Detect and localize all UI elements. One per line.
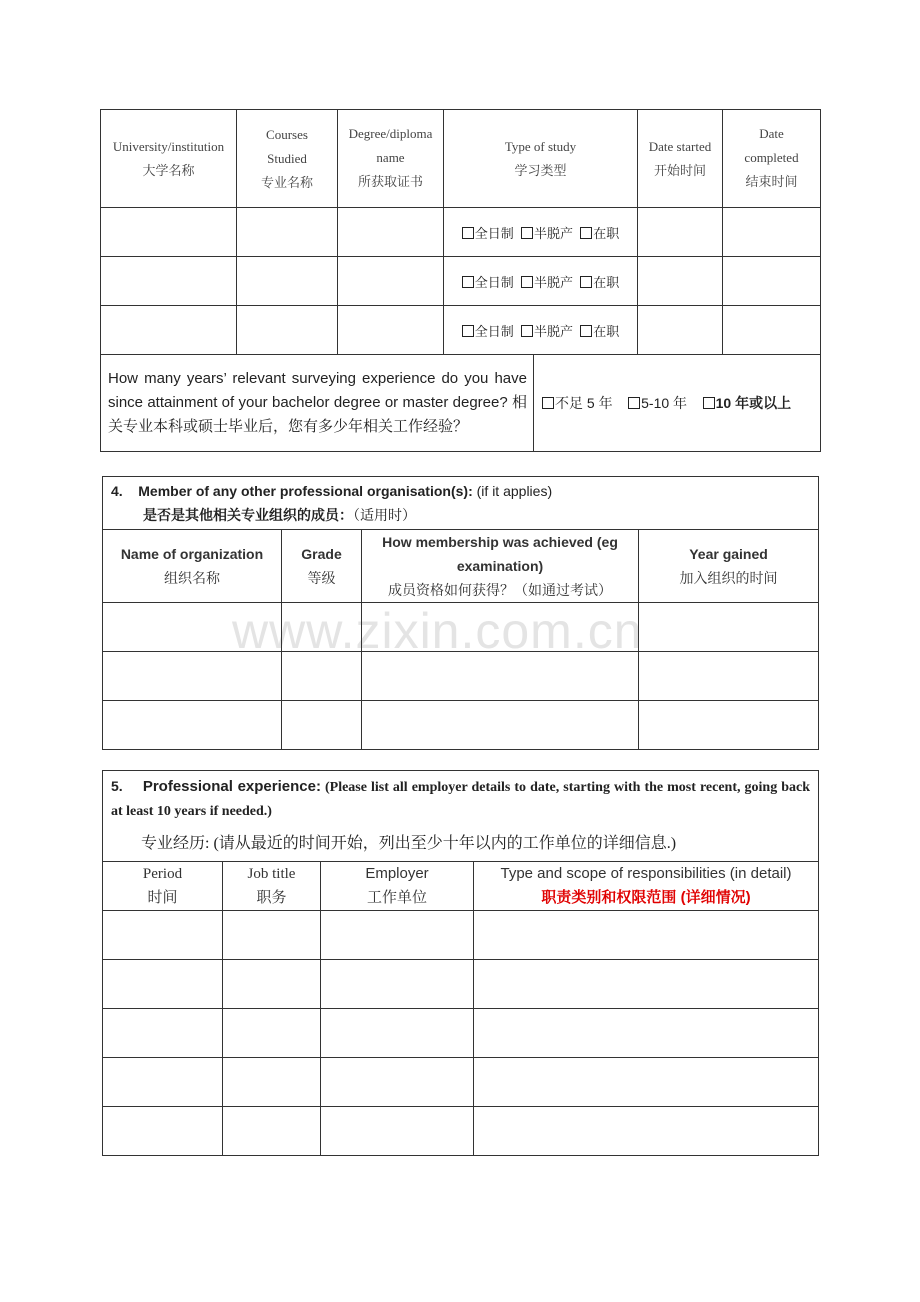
experience-question: How many years’ relevant surveying experience do you have since attainment of your bachelor degree or master degree? 相关专业本科或硕士毕业后，您有多少年相关工作经验？ xyxy=(101,355,534,452)
input-cell[interactable] xyxy=(237,208,338,257)
header-year-gained: Year gained 加入组织的时间 xyxy=(639,530,819,603)
experience-options xyxy=(534,355,821,452)
section-5-heading xyxy=(103,771,819,862)
input-cell[interactable] xyxy=(638,257,723,306)
header-date-completed: Date completed 结束时间 xyxy=(723,110,821,208)
input-cell[interactable] xyxy=(103,652,282,701)
checkbox-parttime[interactable]: 半脱产 xyxy=(521,275,573,290)
checkbox-fulltime[interactable]: 全日制 xyxy=(462,324,514,339)
input-cell[interactable] xyxy=(338,257,444,306)
header-job-title: Job title 职务 xyxy=(223,862,321,911)
checkbox-icon xyxy=(462,325,474,337)
header-grade: Grade 等级 xyxy=(282,530,362,603)
input-cell[interactable] xyxy=(362,652,639,701)
input-cell[interactable] xyxy=(103,1058,223,1107)
watermark: www.zixin.com.cn xyxy=(232,603,643,659)
input-cell[interactable] xyxy=(282,701,362,750)
membership-table xyxy=(102,476,819,750)
checkbox-fulltime[interactable]: 全日制 xyxy=(462,226,514,241)
input-cell[interactable] xyxy=(101,257,237,306)
header-responsibilities: Type and scope of responsibilities (in detail) 职责类别和权限范围 (详细情况) xyxy=(474,862,819,911)
checkbox-icon xyxy=(521,227,533,239)
section-title: Professional experience: xyxy=(142,778,321,795)
checkbox-icon xyxy=(521,276,533,288)
membership-row xyxy=(103,652,819,701)
input-cell[interactable] xyxy=(474,1058,819,1107)
input-cell[interactable] xyxy=(474,1107,819,1156)
section-note: (Please list all employer details to date, starting with the most recent, going back at least 10 years if needed.) xyxy=(111,780,811,819)
checkbox-icon xyxy=(521,325,533,337)
checkbox-icon xyxy=(580,325,592,337)
section-4-heading xyxy=(103,477,819,530)
checkbox-onjob[interactable]: 在职 xyxy=(580,275,619,290)
input-cell[interactable] xyxy=(282,603,362,652)
section-title-zh: 是否是其他相关专业组织的成员： xyxy=(143,507,353,523)
input-cell[interactable] xyxy=(321,911,474,960)
input-cell[interactable] xyxy=(638,306,723,355)
input-cell[interactable] xyxy=(474,1009,819,1058)
header-employer: Employer 工作单位 xyxy=(321,862,474,911)
input-cell[interactable] xyxy=(103,603,282,652)
study-type-options xyxy=(444,306,638,355)
input-cell[interactable] xyxy=(103,701,282,750)
input-cell[interactable] xyxy=(237,306,338,355)
section-title-zh: 专业经历: (请从最近的时间开始，列出至少十年以内的工作单位的详细信息.) xyxy=(141,835,677,852)
checkbox-icon xyxy=(542,397,554,409)
input-cell[interactable] xyxy=(474,911,819,960)
input-cell[interactable] xyxy=(103,1009,223,1058)
membership-row xyxy=(103,701,819,750)
header-org-name: Name of organization 组织名称 xyxy=(103,530,282,603)
header-university: University/institution 大学名称 xyxy=(101,110,237,208)
input-cell[interactable] xyxy=(723,306,821,355)
section-number: 4. xyxy=(111,483,123,499)
input-cell[interactable] xyxy=(338,208,444,257)
employment-row xyxy=(103,960,819,1009)
input-cell[interactable] xyxy=(237,257,338,306)
education-row xyxy=(101,257,821,306)
checkbox-parttime[interactable]: 半脱产 xyxy=(521,324,573,339)
header-degree: Degree/diploma name 所获取证书 xyxy=(338,110,444,208)
section-note: (if it applies) xyxy=(472,483,553,499)
section-note-zh: （适用时） xyxy=(353,507,416,523)
input-cell[interactable] xyxy=(723,257,821,306)
input-cell[interactable] xyxy=(223,960,321,1009)
study-type-options xyxy=(444,257,638,306)
input-cell[interactable] xyxy=(223,911,321,960)
experience-row xyxy=(101,355,821,452)
option-10-plus[interactable]: 10 年或以上 xyxy=(703,395,791,411)
input-cell[interactable] xyxy=(638,208,723,257)
option-5-10[interactable]: 5-10 年 xyxy=(628,395,687,411)
checkbox-fulltime[interactable]: 全日制 xyxy=(462,275,514,290)
input-cell[interactable] xyxy=(321,1107,474,1156)
checkbox-icon xyxy=(628,397,640,409)
checkbox-icon xyxy=(462,227,474,239)
input-cell[interactable] xyxy=(321,1009,474,1058)
input-cell[interactable] xyxy=(103,1107,223,1156)
checkbox-icon xyxy=(580,276,592,288)
section-title: Member of any other professional organisation(s): xyxy=(138,483,473,499)
header-courses: Courses Studied 专业名称 xyxy=(237,110,338,208)
input-cell[interactable] xyxy=(639,701,819,750)
input-cell[interactable] xyxy=(223,1058,321,1107)
input-cell[interactable] xyxy=(321,960,474,1009)
input-cell[interactable] xyxy=(723,208,821,257)
input-cell[interactable] xyxy=(103,911,223,960)
input-cell[interactable] xyxy=(223,1107,321,1156)
checkbox-parttime[interactable]: 半脱产 xyxy=(521,226,573,241)
input-cell[interactable] xyxy=(639,603,819,652)
header-how-achieved: How membership was achieved (eg examination) 成员资格如何获得？（如通过考试） xyxy=(362,530,639,603)
education-row xyxy=(101,208,821,257)
education-row xyxy=(101,306,821,355)
checkbox-onjob[interactable]: 在职 xyxy=(580,226,619,241)
header-period: Period 时间 xyxy=(103,862,223,911)
input-cell[interactable] xyxy=(103,960,223,1009)
input-cell[interactable] xyxy=(282,652,362,701)
experience-table xyxy=(102,770,819,1156)
checkbox-onjob[interactable]: 在职 xyxy=(580,324,619,339)
employment-row xyxy=(103,1107,819,1156)
input-cell[interactable] xyxy=(474,960,819,1009)
checkbox-icon xyxy=(703,397,715,409)
study-type-options xyxy=(444,208,638,257)
option-under-5[interactable]: 不足 5 年 xyxy=(542,395,613,411)
checkbox-icon xyxy=(580,227,592,239)
employment-row xyxy=(103,911,819,960)
input-cell[interactable] xyxy=(223,1009,321,1058)
input-cell[interactable] xyxy=(362,701,639,750)
education-table xyxy=(100,109,821,452)
checkbox-icon xyxy=(462,276,474,288)
input-cell[interactable] xyxy=(639,652,819,701)
employment-row xyxy=(103,1058,819,1107)
input-cell[interactable] xyxy=(101,306,237,355)
input-cell[interactable] xyxy=(338,306,444,355)
header-date-started: Date started 开始时间 xyxy=(638,110,723,208)
input-cell[interactable] xyxy=(101,208,237,257)
input-cell[interactable] xyxy=(362,603,639,652)
membership-row xyxy=(103,603,819,652)
header-type-of-study: Type of study 学习类型 xyxy=(444,110,638,208)
section-number: 5. xyxy=(111,778,123,794)
employment-row xyxy=(103,1009,819,1058)
input-cell[interactable] xyxy=(321,1058,474,1107)
